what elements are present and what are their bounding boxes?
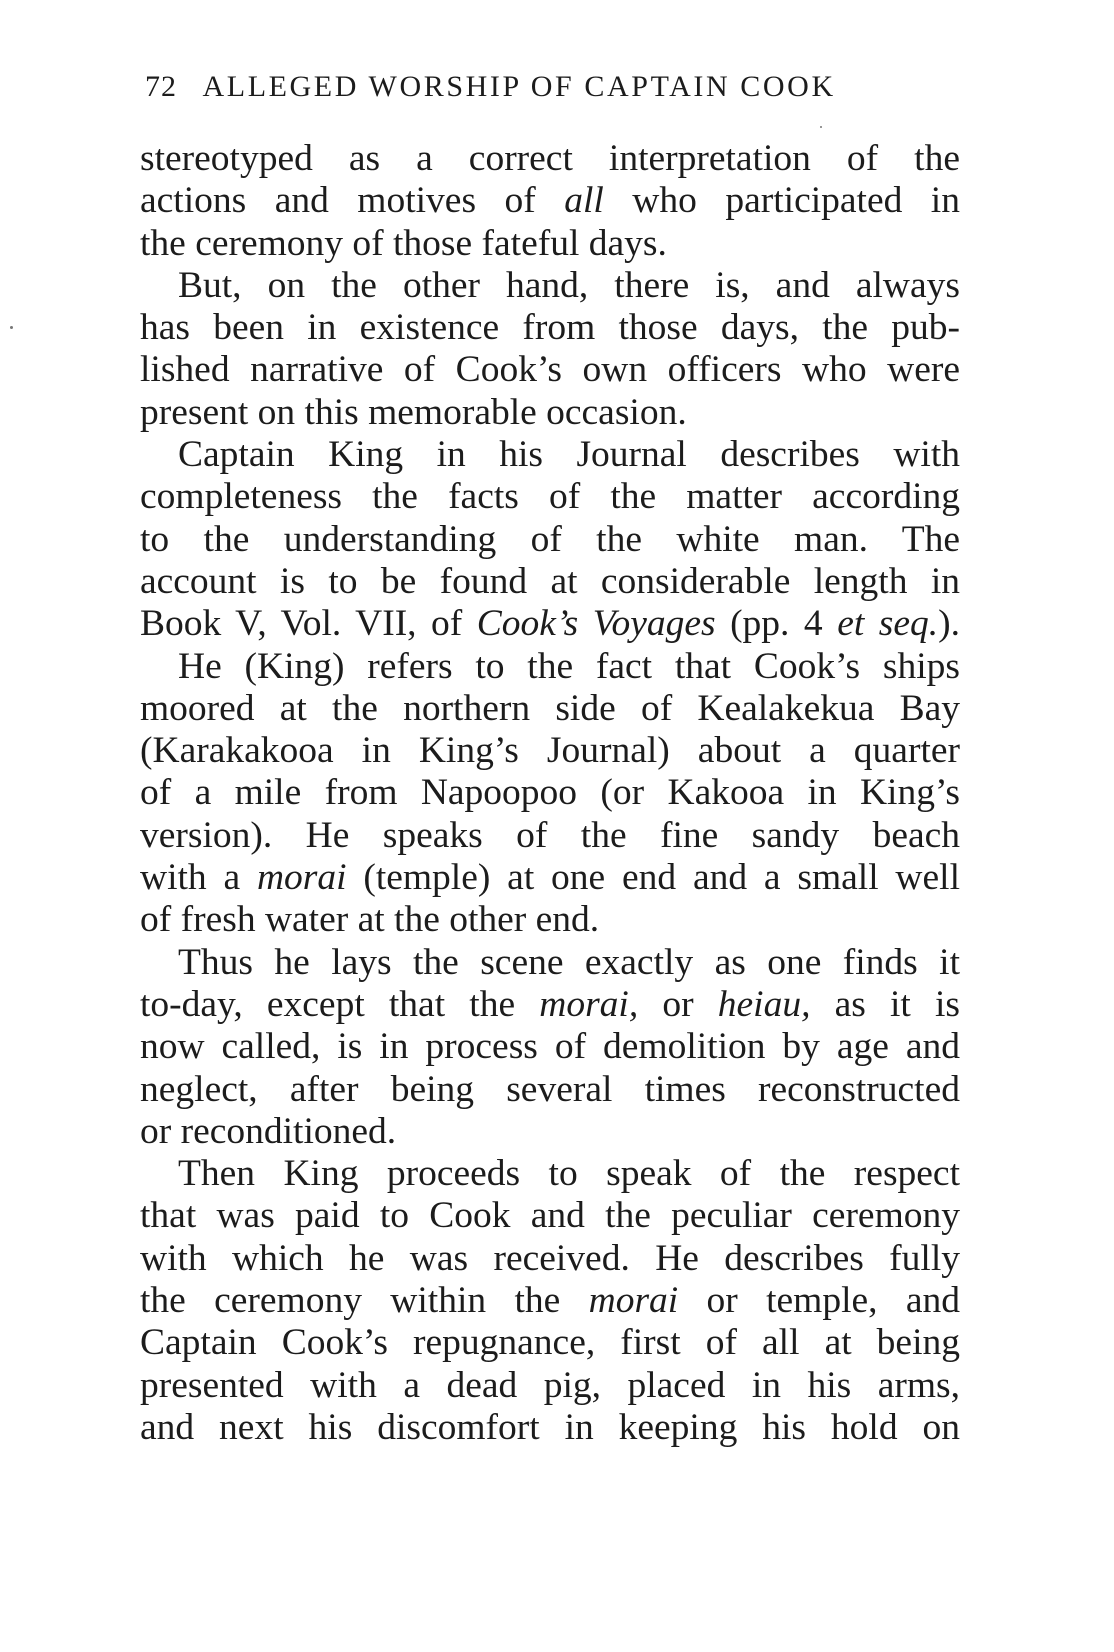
text-line: account is to be found at considerable length in bbox=[140, 560, 960, 602]
text-line: Book V, Vol. VII, of Cook’s Voyages (pp. 4 et seq.). bbox=[140, 603, 960, 645]
text-line: now called, is in process of demolition by age and bbox=[140, 1026, 960, 1068]
text-line: and next his discomfort in keeping his hold on bbox=[140, 1406, 960, 1448]
text-line: actions and motives of all who participated in bbox=[140, 180, 960, 222]
text-line: to-day, except that the morai, or heiau, as it is bbox=[140, 983, 960, 1025]
page-number: 72 bbox=[145, 70, 177, 103]
emphasis: all bbox=[564, 180, 604, 222]
text-line: version). He speaks of the fine sandy beach bbox=[140, 814, 960, 856]
emphasis: heiau, bbox=[717, 983, 811, 1025]
text-line: present on this memorable occasion. bbox=[140, 391, 687, 433]
text-line: presented with a dead pig, placed in his arms, bbox=[140, 1364, 960, 1406]
body-text bbox=[140, 138, 960, 1449]
running-title: ALLEGED WORSHIP OF CAPTAIN COOK bbox=[202, 70, 836, 103]
text-line: to the understanding of the white man. The bbox=[140, 518, 960, 560]
text-line: completeness the facts of the matter according bbox=[140, 476, 960, 518]
scan-speck bbox=[820, 126, 822, 128]
text-line: has been in existence from those days, the pub- bbox=[140, 307, 960, 349]
book-title: Cook’s Voyages bbox=[476, 603, 716, 645]
text-line: moored at the northern side of Kealakekua Bay bbox=[140, 687, 960, 729]
text-line: Then King proceeds to speak of the respect bbox=[178, 1153, 960, 1195]
text-line: neglect, after being several times reconstructed bbox=[140, 1068, 960, 1110]
emphasis: morai bbox=[256, 857, 347, 899]
text-line: or reconditioned. bbox=[140, 1110, 397, 1152]
running-header bbox=[145, 70, 836, 104]
text-line: with which he was received. He describes fully bbox=[140, 1237, 960, 1279]
text-line: stereotyped as a correct interpretation of the bbox=[140, 138, 960, 179]
emphasis: et seq. bbox=[837, 603, 939, 645]
text-line: that was paid to Cook and the peculiar ceremony bbox=[140, 1195, 960, 1237]
text-line: (Karakakooa in King’s Journal) about a quarter bbox=[140, 730, 960, 772]
text-line: of a mile from Napoopoo (or Kakooa in King’s bbox=[140, 772, 960, 814]
text-line: But, on the other hand, there is, and always bbox=[178, 264, 960, 306]
text-line: Captain Cook’s repugnance, first of all at being bbox=[140, 1322, 960, 1364]
text-line: the ceremony of those fateful days. bbox=[140, 222, 667, 264]
emphasis: morai, bbox=[539, 983, 639, 1025]
scan-speck bbox=[10, 326, 13, 329]
text-line: He (King) refers to the fact that Cook’s ships bbox=[178, 645, 960, 687]
text-line: Thus he lays the scene exactly as one finds it bbox=[178, 941, 960, 983]
text-line: lished narrative of Cook’s own officers who were bbox=[140, 349, 960, 391]
text-line: the ceremony within the morai or temple, and bbox=[140, 1280, 960, 1322]
text-line: Captain King in his Journal describes with bbox=[178, 434, 960, 476]
emphasis: morai bbox=[588, 1280, 679, 1322]
text-line: of fresh water at the other end. bbox=[140, 899, 600, 941]
text-line: with a morai (temple) at one end and a small well bbox=[140, 857, 960, 899]
